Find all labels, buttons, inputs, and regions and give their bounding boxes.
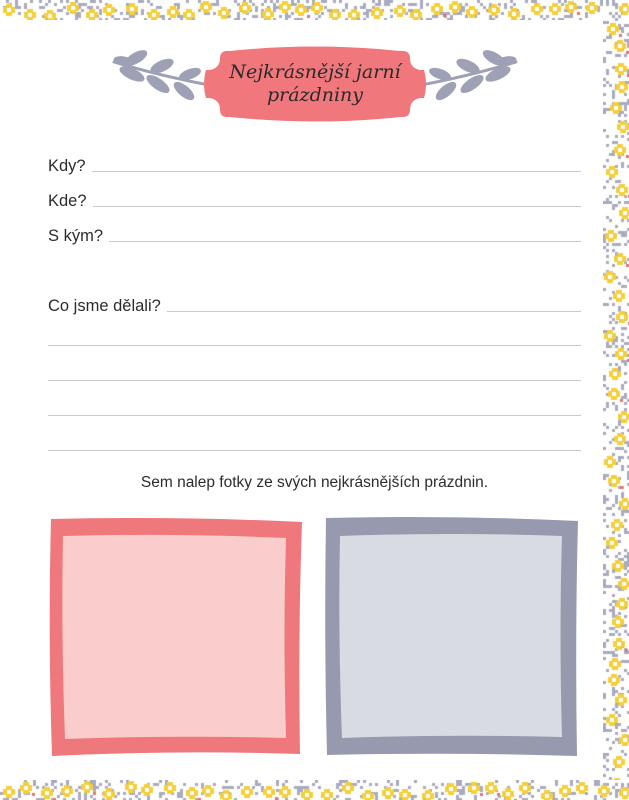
activities-label: Co jsme dělali? bbox=[48, 297, 161, 315]
writing-line[interactable] bbox=[48, 380, 581, 381]
activities-field[interactable] bbox=[48, 290, 581, 316]
photo-instruction: Sem nalep fotky ze svých nejkrásnějších prázdnin. bbox=[140, 474, 489, 491]
with-whom-label: S kým? bbox=[48, 227, 104, 245]
leaf-branch-right-icon bbox=[416, 48, 517, 103]
where-label: Kde? bbox=[48, 192, 87, 210]
where-line bbox=[93, 206, 581, 207]
activities-line bbox=[167, 311, 581, 312]
page-title: Nejkrásnější jarní prázdniny bbox=[229, 61, 401, 106]
when-line bbox=[92, 171, 581, 172]
writing-line[interactable] bbox=[48, 450, 581, 451]
writing-line[interactable] bbox=[48, 415, 581, 416]
floral-border-bottom bbox=[0, 780, 629, 800]
title-banner bbox=[110, 46, 520, 122]
floral-border-right bbox=[603, 0, 629, 800]
where-field[interactable] bbox=[48, 185, 581, 211]
when-field[interactable] bbox=[48, 150, 581, 176]
photo-frame-gray[interactable] bbox=[322, 514, 580, 758]
with-whom-line bbox=[109, 241, 581, 242]
floral-border-top bbox=[0, 0, 629, 20]
writing-line[interactable] bbox=[48, 345, 581, 346]
leaf-branch-left-icon bbox=[113, 48, 214, 103]
photo-frame-pink[interactable] bbox=[46, 514, 304, 758]
when-label: Kdy? bbox=[48, 157, 86, 175]
with-whom-field[interactable] bbox=[48, 220, 581, 246]
